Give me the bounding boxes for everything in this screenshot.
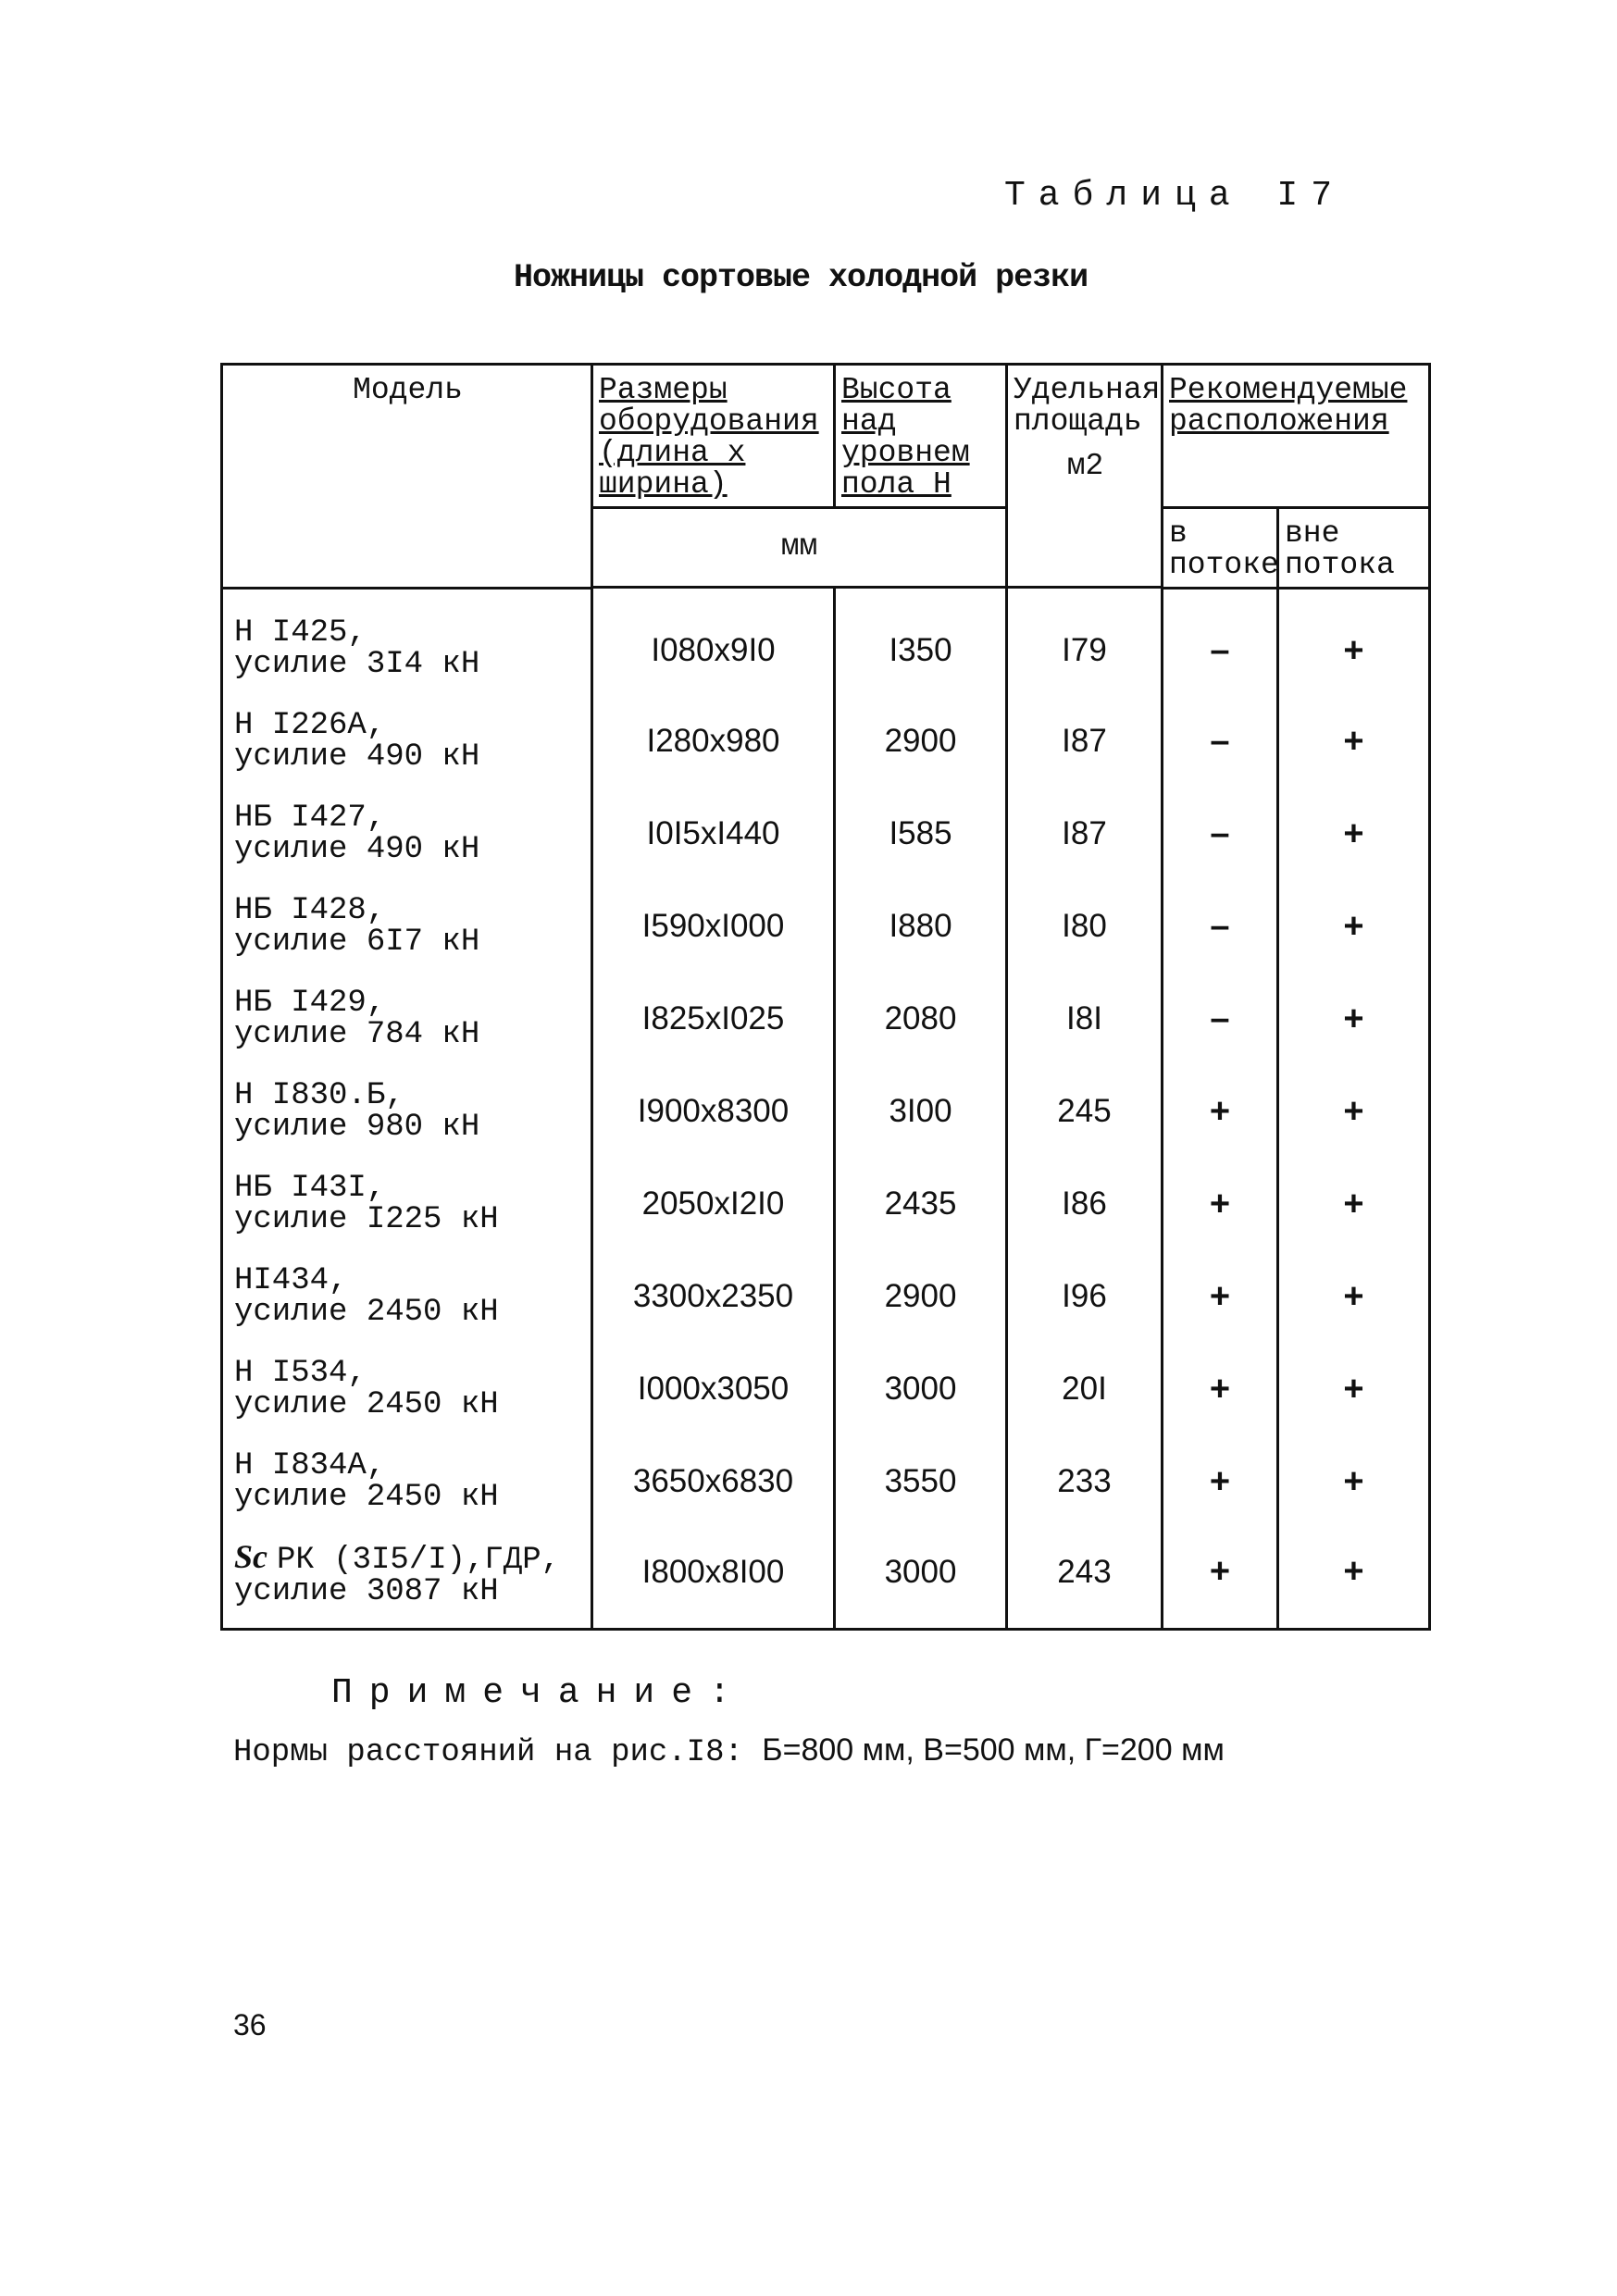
in-flow-cell: –	[1163, 880, 1278, 973]
table-row	[222, 1343, 1430, 1435]
table-row	[222, 589, 1430, 696]
model-cell: Н I425, усилие 3I4 кН	[222, 589, 592, 696]
in-flow-cell: +	[1163, 1528, 1278, 1630]
out-flow-cell: +	[1278, 1435, 1430, 1528]
note-heading: Примечание:	[331, 1673, 747, 1713]
table-row	[222, 695, 1430, 788]
header-area: Удельная площадь м2	[1007, 365, 1163, 588]
area-cell: I79	[1007, 589, 1163, 696]
dims-cell: 2050xI2I0	[592, 1158, 835, 1250]
height-cell: I350	[835, 589, 1007, 696]
model-cell: НI434, усилие 2450 кН	[222, 1250, 592, 1343]
dims-cell: I0I5xI440	[592, 788, 835, 880]
header-out-flow: вне потока	[1278, 508, 1430, 589]
table-row	[222, 1158, 1430, 1250]
area-cell: 243	[1007, 1528, 1163, 1630]
model-cell: Н I226А, усилие 490 кН	[222, 695, 592, 788]
header-height: Высота над уровнем пола Н	[835, 365, 1007, 508]
height-cell: 2900	[835, 1250, 1007, 1343]
model-cell: НБ I429, усилие 784 кН	[222, 973, 592, 1065]
dims-cell: I280x980	[592, 695, 835, 788]
out-flow-cell: +	[1278, 695, 1430, 788]
in-flow-cell: –	[1163, 589, 1278, 696]
height-cell: 3I00	[835, 1065, 1007, 1158]
page-number: 36	[233, 2008, 267, 2042]
dims-cell: I825xI025	[592, 973, 835, 1065]
area-cell: 20I	[1007, 1343, 1163, 1435]
height-cell: 2900	[835, 695, 1007, 788]
dims-cell: I000x3050	[592, 1343, 835, 1435]
dims-cell: I080x9I0	[592, 589, 835, 696]
dims-cell: I800x8I00	[592, 1528, 835, 1630]
height-cell: 2080	[835, 973, 1007, 1065]
out-flow-cell: +	[1278, 1158, 1430, 1250]
header-recommended: Рекомендуемые расположения	[1163, 365, 1430, 508]
out-flow-cell: +	[1278, 880, 1430, 973]
area-cell: I80	[1007, 880, 1163, 973]
table-row	[222, 973, 1430, 1065]
out-flow-cell: +	[1278, 589, 1430, 696]
out-flow-cell: +	[1278, 1250, 1430, 1343]
in-flow-cell: –	[1163, 973, 1278, 1065]
in-flow-cell: +	[1163, 1435, 1278, 1528]
height-cell: I880	[835, 880, 1007, 973]
shears-table	[220, 363, 1431, 1631]
area-cell: I86	[1007, 1158, 1163, 1250]
area-cell: 245	[1007, 1065, 1163, 1158]
table-row	[222, 880, 1430, 973]
model-cell: НБ I43I, усилие I225 кН	[222, 1158, 592, 1250]
header-in-flow: в потоке	[1163, 508, 1278, 589]
area-cell: I8I	[1007, 973, 1163, 1065]
in-flow-cell: +	[1163, 1343, 1278, 1435]
height-cell: 3000	[835, 1528, 1007, 1630]
dims-cell: I590xI000	[592, 880, 835, 973]
model-cell: Н I834А, усилие 2450 кН	[222, 1435, 592, 1528]
area-cell: 233	[1007, 1435, 1163, 1528]
table-row	[222, 1250, 1430, 1343]
in-flow-cell: +	[1163, 1158, 1278, 1250]
table-row	[222, 1065, 1430, 1158]
area-cell: I87	[1007, 788, 1163, 880]
height-cell: 2435	[835, 1158, 1007, 1250]
table-row	[222, 788, 1430, 880]
table-title: Ножницы сортовые холодной резки	[514, 259, 1088, 296]
in-flow-cell: +	[1163, 1250, 1278, 1343]
model-cell: НБ I428, усилие 6I7 кН	[222, 880, 592, 973]
model-cell: Н I534, усилие 2450 кН	[222, 1343, 592, 1435]
model-cell: Sc РК (3I5/I),ГДР, усилие 3087 кН	[222, 1528, 592, 1630]
logo-mark: Sc	[234, 1538, 267, 1575]
table-row	[222, 1435, 1430, 1528]
table-number: Таблица I7	[1004, 176, 1346, 216]
area-cell: I96	[1007, 1250, 1163, 1343]
height-cell: I585	[835, 788, 1007, 880]
out-flow-cell: +	[1278, 973, 1430, 1065]
model-cell: НБ I427, усилие 490 кН	[222, 788, 592, 880]
in-flow-cell: –	[1163, 695, 1278, 788]
in-flow-cell: –	[1163, 788, 1278, 880]
dims-cell: I900x8300	[592, 1065, 835, 1158]
height-cell: 3000	[835, 1343, 1007, 1435]
header-dimensions: Размеры оборудования (длина x ширина)	[592, 365, 835, 508]
dims-cell: 3300x2350	[592, 1250, 835, 1343]
area-unit: м2	[1066, 449, 1104, 483]
out-flow-cell: +	[1278, 1065, 1430, 1158]
header-model: Модель	[222, 365, 592, 589]
out-flow-cell: +	[1278, 788, 1430, 880]
area-cell: I87	[1007, 695, 1163, 788]
note-text: Нормы расстояний на рис.I8: Б=800 мм, В=500 мм, Г=200 мм	[233, 1732, 1225, 1770]
out-flow-cell: +	[1278, 1343, 1430, 1435]
table-row	[222, 1528, 1430, 1630]
out-flow-cell: +	[1278, 1528, 1430, 1630]
in-flow-cell: +	[1163, 1065, 1278, 1158]
height-cell: 3550	[835, 1435, 1007, 1528]
model-cell: Н I830.Б, усилие 980 кН	[222, 1065, 592, 1158]
dims-cell: 3650x6830	[592, 1435, 835, 1528]
header-mm-unit: мм	[592, 508, 1007, 588]
